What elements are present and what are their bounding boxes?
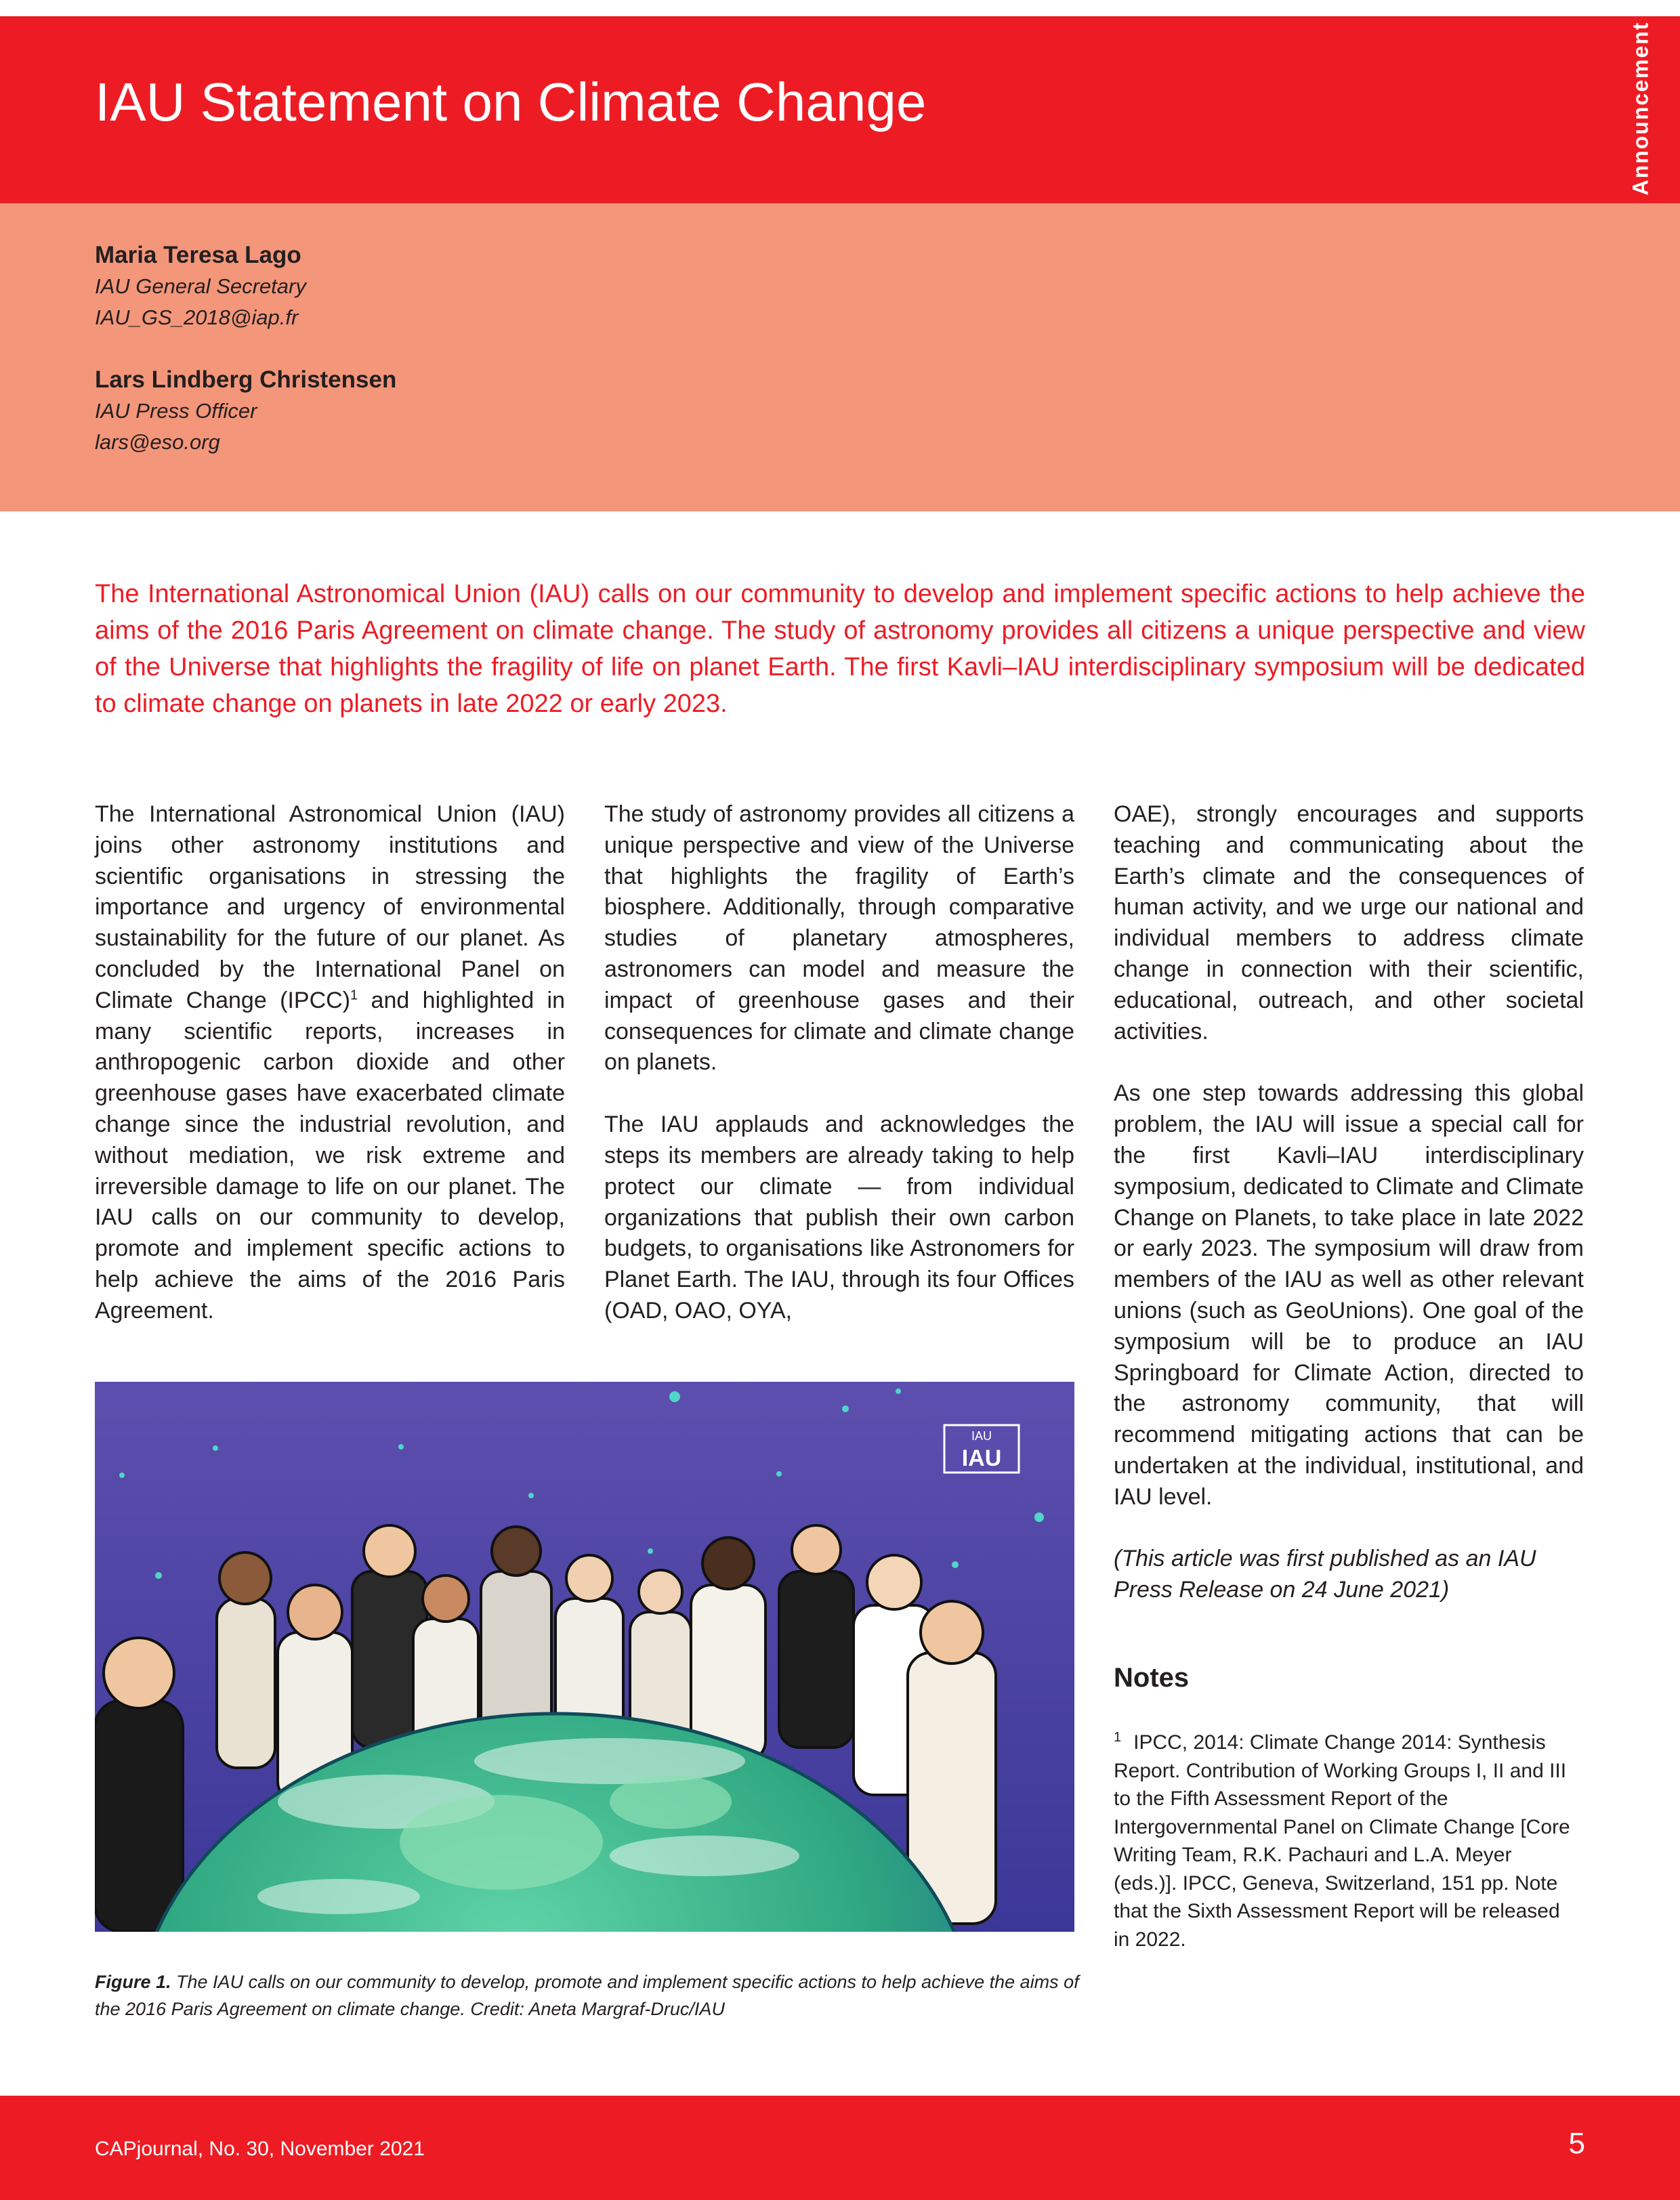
author-role: IAU Press Officer	[95, 399, 257, 423]
footnote-ref: 1	[350, 988, 358, 1003]
author-name: Maria Teresa Lago	[95, 242, 301, 268]
logo-top-text: IAU	[971, 1429, 992, 1443]
body-column-1	[95, 799, 565, 1358]
body-paragraph	[95, 799, 565, 1327]
body-paragraph: The study of astronomy provides all citizens a unique perspective and view of the Universe that highlights the fragility of Earth’s biosphere. Additionally, through comparative studies of planetary atmospheres, astronomers can model and measure the impact of greenhouse gases and their consequences for climate and climate change on planets.	[604, 801, 1074, 1076]
body-text: and highlighted in many scientific reports, increases in anthropogenic carbon dioxide and other greenhouse gases have exacerbated climate change since the industrial revolution, and without mediation, we risk extreme and irreversible damage to life on our planet. The IAU calls on our community to develop, promote and implement specific actions to help achieve the aims of the 2016 Paris Agreement.	[95, 987, 565, 1324]
figure-illustration	[95, 1382, 1074, 1932]
logo-text: IAU	[961, 1445, 1002, 1471]
caption-text: The IAU calls on our community to develop, promote and implement specific actions to help achieve the aims of the 2016 Paris Agreement on climate change. Credit: Aneta Margraf-Druc/IAU	[95, 1972, 1079, 2019]
illustration-svg	[95, 1382, 1074, 1932]
author-email: IAU_GS_2018@iap.fr	[95, 305, 299, 329]
caption-label: Figure 1.	[95, 1972, 171, 1992]
body-paragraph: The IAU applauds and acknowledges the steps its members are already taking to help protect our climate — from individual organizations that publish their own carbon budgets, to organisations like Astronomers for Planet Earth. The IAU, through its four Offices (OAD, OAO, OYA,	[604, 1112, 1074, 1324]
body-paragraph: As one step towards addressing this global problem, the IAU will issue a special call for the first Kavli–IAU interdisciplinary symposium, dedicated to Climate and Climate Change on Planets, to take place in late 2022 or early 2023. The symposium will draw from members of the IAU as well as other relevant unions (such as GeoUnions). One goal of the symposium will be to produce an IAU Springboard for Climate Action, directed to the astronomy community, that will recommend mitigating actions that can be undertaken at the individual, institutional, and IAU level.	[1114, 1080, 1584, 1510]
body-paragraph: OAE), strongly encourages and supports teaching and communicating about the Earth’s climate and the consequences of human activity, and we urge our national and individual members to address climate change in connection with their scientific, educational, outreach, and other societal activities.	[1114, 801, 1584, 1044]
footnote	[1114, 1729, 1574, 1953]
page-number: 5	[1568, 2127, 1585, 2160]
author-role: IAU General Secretary	[95, 274, 306, 298]
author-name: Lars Lindberg Christensen	[95, 366, 397, 393]
author-block	[95, 240, 306, 333]
publication-note: (This article was first published as an IAU Press Release on 24 June 2021)	[1114, 1546, 1536, 1603]
journal-issue: CAPjournal, No. 30, November 2021	[95, 2138, 425, 2160]
body-column-3	[1114, 799, 1584, 1544]
footnote-number: 1	[1114, 1730, 1122, 1745]
page-title: IAU Statement on Climate Change	[95, 72, 927, 132]
footnote-text: IPCC, 2014: Climate Change 2014: Synthesis Report. Contribution of Working Groups I, II and III to the Fifth Assessment Report of the Intergovernmental Panel on Climate Change [Core Writing Team, R.K. Pachauri and L.A. Meyer (eds.)]. IPCC, Geneva, Switzerland, 151 pp. Note that the Sixth Assessment Report will be released in 2022.	[1114, 1731, 1570, 1951]
section-tag-label: Announcement	[1628, 21, 1653, 196]
author-email: lars@eso.org	[95, 430, 220, 454]
author-block	[95, 364, 396, 458]
section-tag	[1620, 20, 1661, 196]
figure-caption	[95, 1968, 1084, 2023]
notes-heading: Notes	[1114, 1663, 1190, 1693]
body-column-2	[604, 799, 1074, 1358]
body-text: The International Astronomical Union (IAU) joins other astronomy institutions and scientific organisations in stressing the importance and urgency of environmental sustainability for the future of our planet. As concluded by the International Panel on Climate Change (IPCC)	[95, 801, 565, 1013]
lead-paragraph: The International Astronomical Union (IAU) calls on our community to develop and implement specific actions to help achieve the aims of the 2016 Paris Agreement on climate change. The study of astronomy provides all citizens a unique perspective and view of the Universe that highlights the fragility of life on planet Earth. The first Kavli–IAU interdisciplinary symposium will be dedicated to climate change on planets in late 2022 or early 2023.	[95, 580, 1585, 718]
